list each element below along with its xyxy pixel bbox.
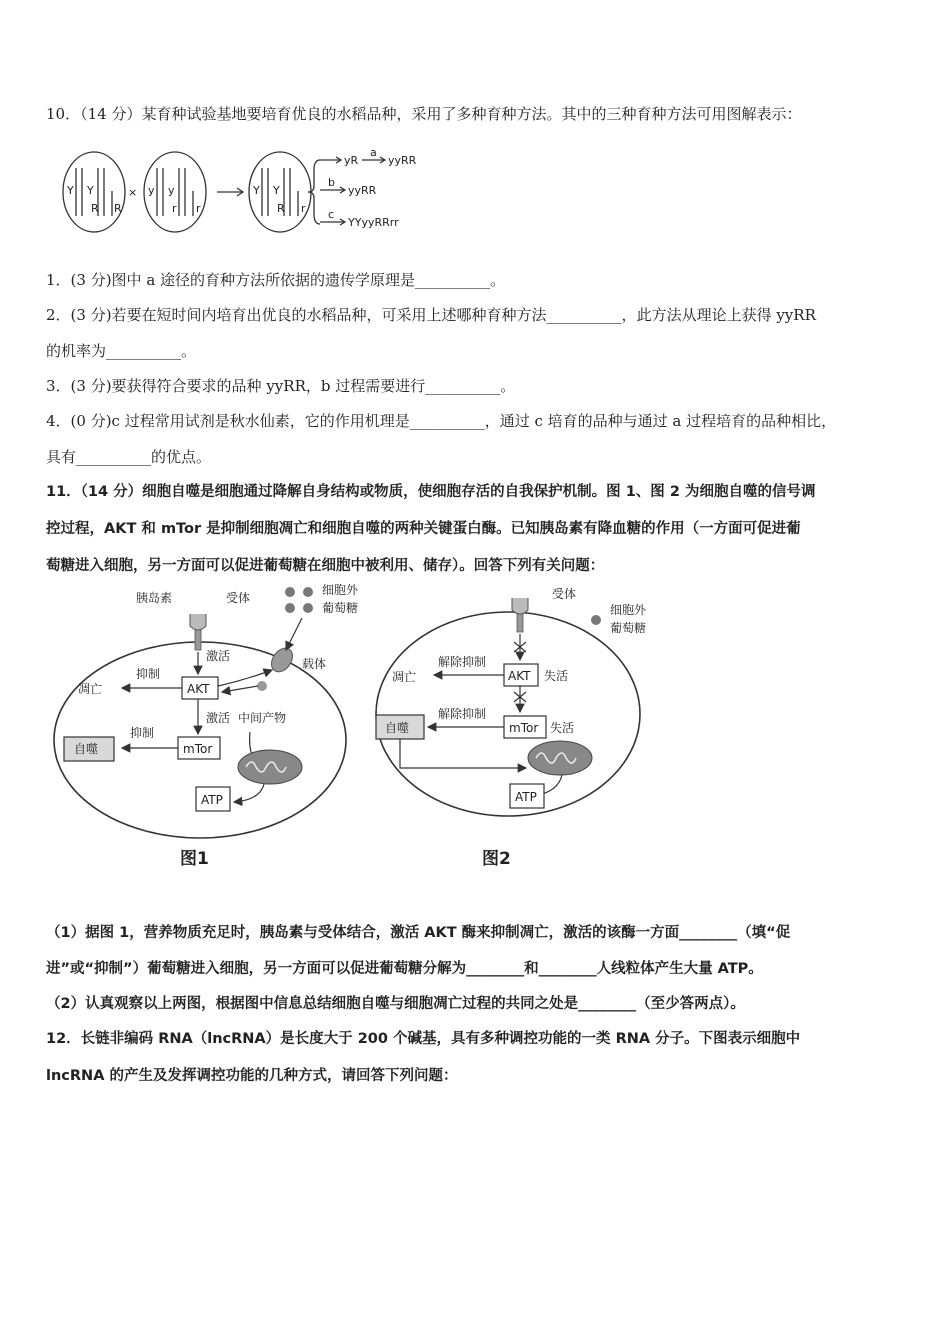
- q10-sub1: 1．(3 分)图中 a 途径的育种方法所依据的遗传学原理是__________。: [46, 271, 506, 289]
- fig1-carrier: 载体: [302, 657, 327, 671]
- fig1-inhibit-1: 抑制: [136, 667, 161, 681]
- label-b: b: [328, 176, 335, 189]
- q11-part1-line2: 进”或“抑制”）葡萄糖进入细胞，另一方面可以促进葡萄糖分解为________和________人线粒体产生大量 ATP。: [46, 961, 763, 977]
- receptor-icon-2: [512, 598, 528, 614]
- cell2-mid: y: [168, 184, 175, 197]
- q10-sub2-line1: 2．(3 分)若要在短时间内培育出优良的水稻品种，可采用上述哪种育种方法__________，此方法从理论上获得 yyRR: [46, 306, 816, 324]
- fig1-caption: 图1: [180, 849, 209, 869]
- cell2-top: y: [148, 184, 155, 197]
- fig2-release-1: 解除抑制: [438, 655, 487, 669]
- mitochondrion-icon-2: [528, 741, 592, 775]
- fig2-glucose-2: 葡萄糖: [610, 621, 647, 635]
- mitochondrion-icon: [238, 750, 302, 784]
- fig1-atp: ATP: [201, 793, 223, 807]
- receptor-icon: [190, 614, 206, 630]
- fig1-activate-2: 激活: [206, 711, 231, 725]
- output-a1: yR: [344, 154, 359, 167]
- fig1-glucose-1: 细胞外: [322, 583, 359, 597]
- fig1-intermediate: 中间产物: [238, 711, 287, 725]
- fig2-inactive-1: 失活: [544, 669, 569, 683]
- cell3-mid: Y: [273, 184, 280, 197]
- fig1-receptor: 受体: [226, 591, 251, 605]
- cell-outline-2: [376, 612, 640, 816]
- breeding-diagram: [62, 146, 432, 238]
- fig2-inactive-2: 失活: [550, 721, 575, 735]
- cell1-mid: Y: [87, 184, 94, 197]
- q11-intro-line1: 11．（14 分）细胞自噬是细胞通过降解自身结构或物质，使细胞存活的自我保护机制。图 1、图 2 为细胞自噬的信号调: [46, 484, 816, 500]
- q11-intro-line3: 萄糖进入细胞，另一方面可以促进葡萄糖在细胞中被利用、储存）。回答下列有关问题：: [46, 558, 605, 574]
- carrier-icon: [267, 644, 297, 676]
- fig2-apoptosis: 凋亡: [392, 670, 417, 684]
- fig2-autophagy: 自噬: [385, 721, 410, 735]
- fig1-activate-1: 激活: [206, 649, 231, 663]
- figure-1: [54, 587, 346, 838]
- output-a2: yyRR: [388, 154, 417, 167]
- cell1-r1: R: [91, 202, 99, 215]
- q10-intro: 10．（14 分）某育种试验基地要培育优良的水稻品种，采用了多种育种方法。其中的三种育种方法可用图解表示：: [46, 105, 802, 123]
- label-c: c: [328, 208, 335, 221]
- figure-2: [376, 598, 640, 816]
- fig2-release-2: 解除抑制: [438, 707, 487, 721]
- fig1-mtor: mTor: [183, 742, 213, 756]
- cell1-top: Y: [67, 184, 74, 197]
- fig2-atp: ATP: [515, 790, 537, 804]
- label-a: a: [370, 146, 377, 159]
- fig2-receptor: 受体: [552, 587, 577, 601]
- cell1-r2: R: [114, 202, 122, 215]
- q11-part1-line1: （1）据图 1，营养物质充足时，胰岛素与受体结合，激活 AKT 酶来抑制凋亡，激活的该酶一方面________（填“促: [46, 925, 791, 941]
- cell3-r2: r: [301, 202, 306, 215]
- q12-intro-line2: lncRNA 的产生及发挥调控功能的几种方式，请回答下列问题：: [46, 1068, 458, 1084]
- glucose-icon: [285, 587, 295, 597]
- fig2-caption: 图2: [482, 849, 511, 869]
- output-c: YYyyRRrr: [348, 216, 399, 229]
- fig2-glucose-1: 细胞外: [610, 603, 647, 617]
- cell3-top: Y: [253, 184, 260, 197]
- q11-intro-line2: 控过程，AKT 和 mTor 是抑制细胞凋亡和细胞自噬的两种关键蛋白酶。已知胰岛素有降血糖的作用（一方面可促进葡: [46, 521, 801, 537]
- fig1-autophagy: 自噬: [74, 742, 99, 756]
- fig2-akt: AKT: [508, 669, 531, 683]
- fig1-inhibit-2: 抑制: [130, 726, 155, 740]
- q10-sub4-line2: 具有__________的优点。: [46, 448, 212, 466]
- fig1-akt: AKT: [187, 682, 210, 696]
- fig1-glucose-2: 葡萄糖: [322, 601, 359, 615]
- q10-sub4-line1: 4．(0 分)c 过程常用试剂是秋水仙素，它的作用机理是__________，通过 c 培育的品种与通过 a 过程培育的品种相比，: [46, 412, 837, 430]
- q12-intro-line1: 12．长链非编码 RNA（lncRNA）是长度大于 200 个碱基，具有多种调控功能的一类 RNA 分子。下图表示细胞中: [46, 1031, 801, 1047]
- q10-sub2-line2: 的机率为__________。: [46, 342, 197, 360]
- fig2-mtor: mTor: [509, 721, 539, 735]
- fig1-apoptosis: 凋亡: [78, 682, 103, 696]
- glucose-icon-2: [591, 615, 601, 625]
- cell2-r2: r: [196, 202, 201, 215]
- fig1-insulin: 胰岛素: [136, 591, 173, 605]
- cell2-r1: r: [172, 202, 177, 215]
- q11-part2: （2）认真观察以上两图，根据图中信息总结细胞自噬与细胞凋亡过程的共同之处是________（至少答两点）。: [46, 996, 745, 1012]
- autophagy-figures: [50, 582, 650, 878]
- cell3-r1: R: [277, 202, 285, 215]
- cross-sign: ×: [128, 186, 138, 199]
- q10-sub3: 3．(3 分)要获得符合要求的品种 yyRR，b 过程需要进行__________。: [46, 377, 516, 395]
- output-b: yyRR: [348, 184, 377, 197]
